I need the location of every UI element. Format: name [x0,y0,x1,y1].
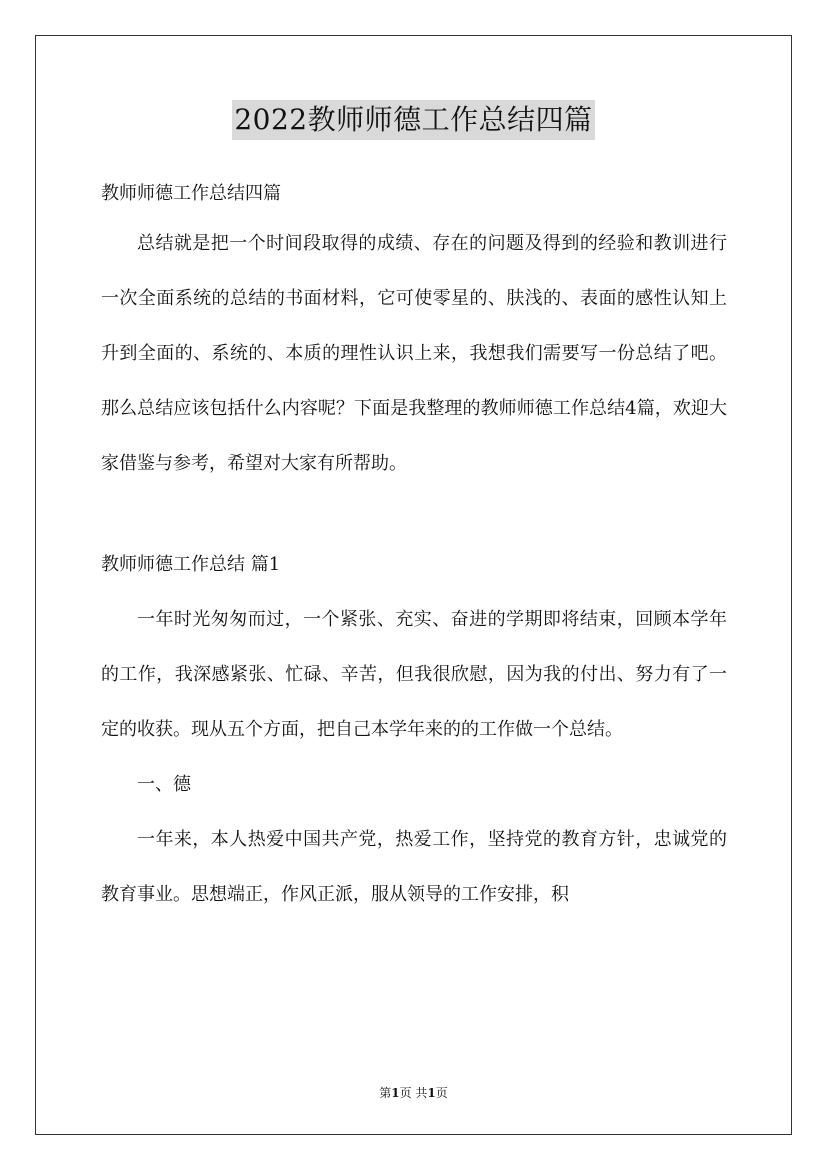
page-footer [0,1084,827,1101]
title-container [0,100,827,140]
document-body [101,172,727,922]
footer-total-pages: 1 [427,1086,436,1100]
item-heading-de: 一、德 [137,774,191,795]
item1-paragraph: 一年来，本人热爱中国共产党，热爱工作，坚持党的教育方针，忠诚党的教育事业。思想端正，作风正派，服从领导的工作安排，积 [101,829,727,905]
footer-suffix: 页 [435,1086,448,1100]
intro-paragraph: 总结就是把一个时间段取得的成绩、存在的问题及得到的经验和教训进行一次全面系统的总结的书面材料，它可使零星的、肤浅的、表面的感性认知上升到全面的、系统的、本质的理性认识上来，我想我们需要写一份总结了吧。那么总结应该包括什么内容呢？下面是我整理的教师师德工作总结4篇，欢迎大家借鉴与参考，希望对大家有所帮助。 [101,233,727,474]
document-subtitle: 教师师德工作总结四篇 [101,183,281,204]
section-heading-1: 教师师德工作总结 篇1 [101,554,281,575]
footer-prefix: 第 [379,1086,392,1100]
blank-line [101,491,727,537]
footer-current-page: 1 [391,1086,400,1100]
section1-paragraph-1: 一年时光匆匆而过，一个紧张、充实、奋进的学期即将结束，回顾本学年的工作，我深感紧张、忙碌、辛苦，但我很欣慰，因为我的付出、努力有了一定的收获。现从五个方面，把自己本学年来的的工作做一个总结。 [101,609,727,740]
footer-mid: 页 共 [399,1086,428,1100]
document-title: 2022教师师德工作总结四篇 [232,100,594,140]
